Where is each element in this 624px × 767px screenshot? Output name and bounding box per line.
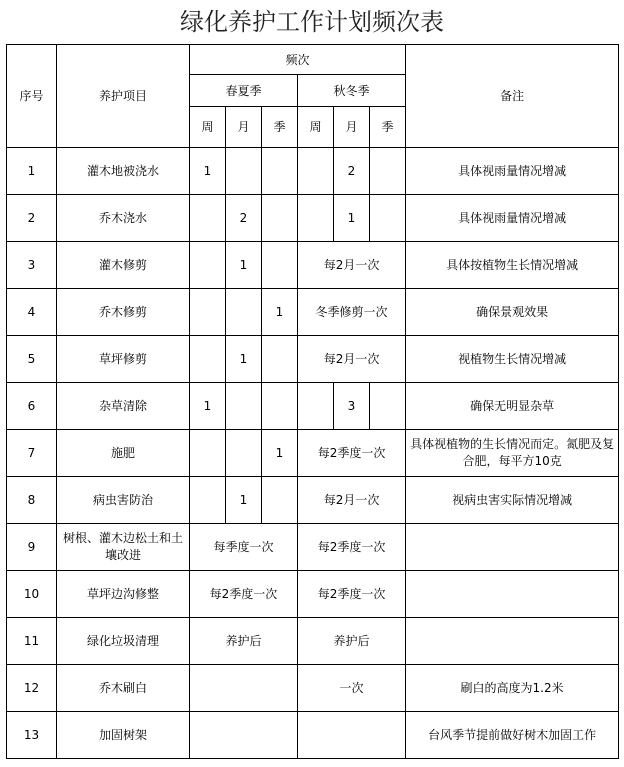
frequency-table (6, 44, 619, 759)
remark-cell: 具体视雨量情况增减 (406, 195, 619, 242)
aw-quarter-cell (370, 195, 406, 242)
aw-merged-cell: 每2月一次 (298, 477, 406, 524)
aw-merged-cell: 每2季度一次 (298, 524, 406, 571)
item-cell: 树根、灌木边松土和土壤改进 (57, 524, 190, 571)
remark-cell (406, 618, 619, 665)
table-row (7, 524, 619, 571)
ss-week-cell (190, 477, 226, 524)
aw-merged-cell (298, 712, 406, 759)
seq-cell: 6 (7, 383, 57, 430)
header-row-1 (7, 45, 619, 75)
page-title: 绿化养护工作计划频次表 (180, 8, 444, 36)
seq-cell: 3 (7, 242, 57, 289)
header-aw-month: 月 (334, 107, 370, 148)
ss-merged-cell (190, 665, 298, 712)
remark-cell (406, 571, 619, 618)
remark-cell: 确保无明显杂草 (406, 383, 619, 430)
aw-quarter-cell (370, 383, 406, 430)
ss-month-cell (226, 430, 262, 477)
remark-cell: 台风季节提前做好树木加固工作 (406, 712, 619, 759)
ss-quarter-cell: 1 (262, 430, 298, 477)
seq-cell: 1 (7, 148, 57, 195)
header-frequency: 频次 (190, 45, 406, 75)
ss-week-cell (190, 289, 226, 336)
item-cell: 杂草清除 (57, 383, 190, 430)
ss-month-cell: 1 (226, 477, 262, 524)
ss-week-cell: 1 (190, 383, 226, 430)
seq-cell: 5 (7, 336, 57, 383)
seq-cell: 8 (7, 477, 57, 524)
seq-cell: 4 (7, 289, 57, 336)
item-cell: 灌木修剪 (57, 242, 190, 289)
aw-merged-cell: 每2月一次 (298, 336, 406, 383)
item-cell: 绿化垃圾清理 (57, 618, 190, 665)
remark-cell (406, 524, 619, 571)
table-row (7, 336, 619, 383)
item-cell: 加固树架 (57, 712, 190, 759)
ss-month-cell (226, 383, 262, 430)
ss-week-cell (190, 195, 226, 242)
item-cell: 病虫害防治 (57, 477, 190, 524)
ss-week-cell: 1 (190, 148, 226, 195)
remark-cell: 具体按植物生长情况增减 (406, 242, 619, 289)
ss-week-cell (190, 430, 226, 477)
aw-week-cell (298, 148, 334, 195)
table-row (7, 665, 619, 712)
ss-month-cell (226, 289, 262, 336)
item-cell: 草坪边沟修整 (57, 571, 190, 618)
ss-quarter-cell (262, 477, 298, 524)
remark-cell: 确保景观效果 (406, 289, 619, 336)
header-autumn-winter: 秋冬季 (298, 75, 406, 107)
remark-cell: 视病虫害实际情况增减 (406, 477, 619, 524)
aw-merged-cell: 养护后 (298, 618, 406, 665)
header-aw-week: 周 (298, 107, 334, 148)
header-item: 养护项目 (57, 45, 190, 148)
aw-merged-cell: 每2月一次 (298, 242, 406, 289)
header-aw-quarter: 季 (370, 107, 406, 148)
ss-month-cell: 2 (226, 195, 262, 242)
ss-quarter-cell (262, 195, 298, 242)
item-cell: 乔木修剪 (57, 289, 190, 336)
seq-cell: 10 (7, 571, 57, 618)
ss-merged-cell (190, 712, 298, 759)
table-row (7, 289, 619, 336)
ss-quarter-cell (262, 336, 298, 383)
seq-cell: 11 (7, 618, 57, 665)
table-row (7, 477, 619, 524)
item-cell: 乔木刷白 (57, 665, 190, 712)
seq-cell: 12 (7, 665, 57, 712)
seq-cell: 2 (7, 195, 57, 242)
table-row (7, 242, 619, 289)
aw-week-cell (298, 195, 334, 242)
ss-quarter-cell: 1 (262, 289, 298, 336)
remark-cell: 视植物生长情况增减 (406, 336, 619, 383)
ss-week-cell (190, 242, 226, 289)
header-spring-summer: 春夏季 (190, 75, 298, 107)
ss-merged-cell: 每季度一次 (190, 524, 298, 571)
aw-merged-cell: 每2季度一次 (298, 430, 406, 477)
aw-week-cell (298, 383, 334, 430)
seq-cell: 7 (7, 430, 57, 477)
aw-month-cell: 3 (334, 383, 370, 430)
ss-merged-cell: 每2季度一次 (190, 571, 298, 618)
seq-cell: 13 (7, 712, 57, 759)
ss-quarter-cell (262, 383, 298, 430)
table-row (7, 618, 619, 665)
table-row (7, 195, 619, 242)
header-remarks: 备注 (406, 45, 619, 148)
item-cell: 乔木浇水 (57, 195, 190, 242)
ss-quarter-cell (262, 242, 298, 289)
ss-month-cell (226, 148, 262, 195)
table-row (7, 571, 619, 618)
remark-cell: 具体视雨量情况增减 (406, 148, 619, 195)
header-seq: 序号 (7, 45, 57, 148)
seq-cell: 9 (7, 524, 57, 571)
table-row (7, 430, 619, 477)
header-ss-week: 周 (190, 107, 226, 148)
item-cell: 施肥 (57, 430, 190, 477)
ss-quarter-cell (262, 148, 298, 195)
aw-merged-cell: 一次 (298, 665, 406, 712)
item-cell: 草坪修剪 (57, 336, 190, 383)
remark-cell: 刷白的高度为1.2米 (406, 665, 619, 712)
ss-merged-cell: 养护后 (190, 618, 298, 665)
aw-merged-cell: 冬季修剪一次 (298, 289, 406, 336)
ss-month-cell: 1 (226, 336, 262, 383)
ss-week-cell (190, 336, 226, 383)
aw-merged-cell: 每2季度一次 (298, 571, 406, 618)
aw-month-cell: 1 (334, 195, 370, 242)
table-row (7, 712, 619, 759)
remark-cell: 具体视植物的生长情况而定。氮肥及复合肥，每平方10克 (406, 430, 619, 477)
aw-quarter-cell (370, 148, 406, 195)
table-row (7, 148, 619, 195)
ss-month-cell: 1 (226, 242, 262, 289)
header-ss-quarter: 季 (262, 107, 298, 148)
header-ss-month: 月 (226, 107, 262, 148)
aw-month-cell: 2 (334, 148, 370, 195)
item-cell: 灌木地被浇水 (57, 148, 190, 195)
table-row (7, 383, 619, 430)
